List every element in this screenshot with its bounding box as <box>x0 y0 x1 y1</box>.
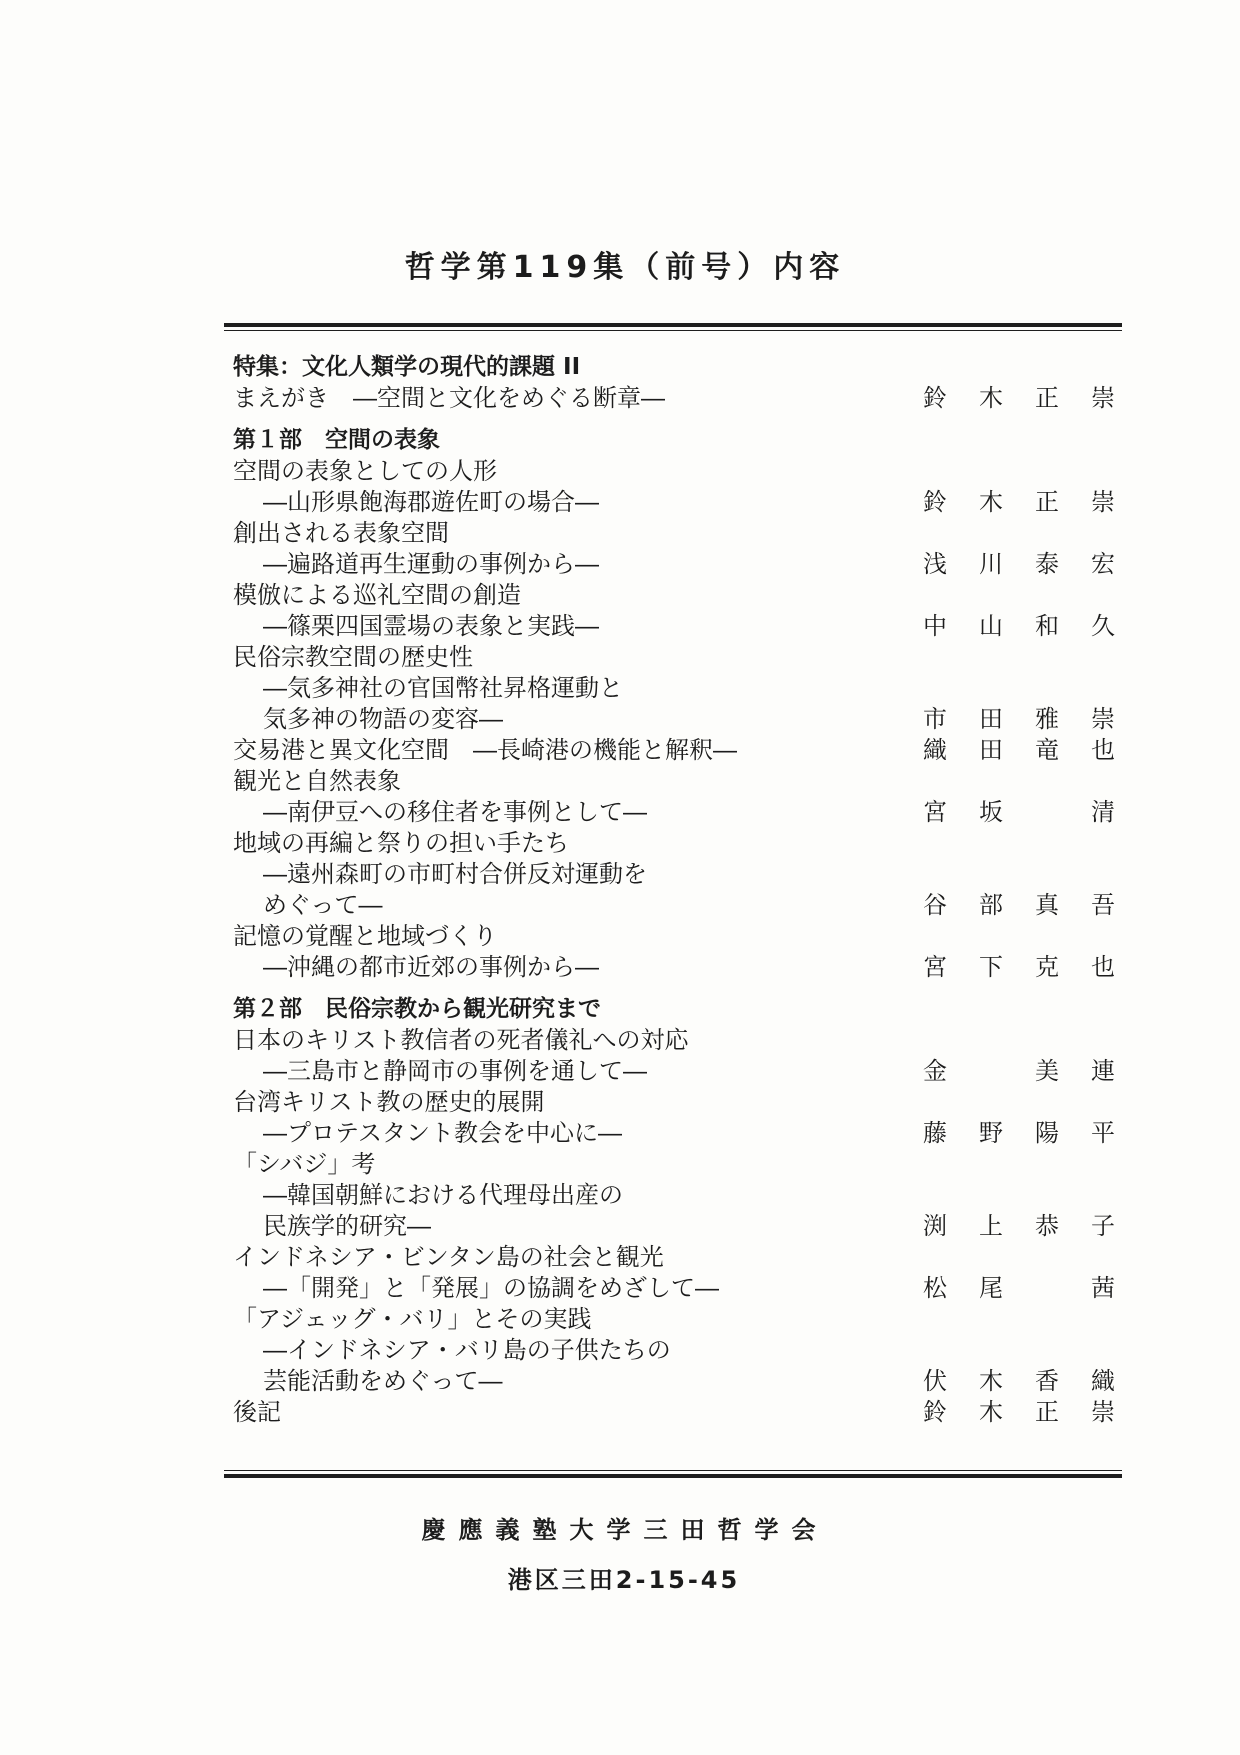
toc-entry-author: 浅川泰宏 <box>923 550 1147 578</box>
toc-entry-author: 市田雅崇 <box>923 705 1147 733</box>
toc-entry <box>233 549 1147 580</box>
toc-entry <box>233 921 1115 952</box>
toc-entry-title: まえがき ―空間と文化をめぐる断章― <box>233 384 665 412</box>
section-heading <box>233 425 1115 456</box>
toc-entry <box>233 673 1115 704</box>
toc-entry <box>233 1242 1115 1273</box>
toc-entry-title: 地域の再編と祭りの担い手たち <box>233 829 569 857</box>
toc-entry-title: 模倣による巡礼空間の創造 <box>233 581 521 609</box>
toc-entry-author: 宮下克也 <box>923 953 1147 981</box>
toc-entry-title: 日本のキリスト教信者の死者儀礼への対応 <box>233 1026 689 1054</box>
toc-entry-author: 渕上恭子 <box>923 1212 1147 1240</box>
toc-entry-title: 観光と自然表象 <box>233 767 401 795</box>
toc-entry <box>233 456 1115 487</box>
toc-entry-title: 後記 <box>233 1398 281 1426</box>
toc-entry <box>233 1273 1147 1304</box>
section-heading <box>233 352 1115 383</box>
toc-entry <box>233 1087 1115 1118</box>
toc-entry <box>233 1397 1147 1428</box>
toc-entry-author: 中山和久 <box>923 612 1147 640</box>
toc-entry-title: 台湾キリスト教の歴史的展開 <box>233 1088 545 1116</box>
toc-entry <box>233 1366 1147 1397</box>
toc-entry-author: 宮坂 清 <box>923 798 1147 826</box>
toc-entry <box>233 1335 1115 1366</box>
toc-entry <box>233 580 1115 611</box>
section-heading <box>233 994 1115 1025</box>
toc-entry-title: 記憶の覚醒と地域づくり <box>233 922 497 950</box>
toc-entry-title: 第１部 空間の表象 <box>233 427 440 453</box>
toc-entry-title: ―「開発」と「発展」の協調をめざして― <box>263 1274 719 1302</box>
toc-entry-title: ―沖縄の都市近郊の事例から― <box>263 953 599 981</box>
toc-entry-title: インドネシア・ビンタン島の社会と観光 <box>233 1243 664 1271</box>
publisher-name: 慶應義塾大学三田哲学会 <box>421 1516 829 1544</box>
toc-entry <box>233 890 1147 921</box>
toc-entry-author: 鈴木正崇 <box>923 1398 1147 1426</box>
toc-entry-title: ―遠州森町の市町村合併反対運動を <box>263 860 647 888</box>
toc-entry <box>233 859 1115 890</box>
toc-entry <box>233 797 1147 828</box>
toc-entry-title: 民族学的研究― <box>263 1212 431 1240</box>
toc-entry-title: ―山形県飽海郡遊佐町の場合― <box>263 488 599 516</box>
toc-entry <box>233 383 1147 414</box>
toc-entry <box>233 1211 1147 1242</box>
table-of-contents <box>233 352 1147 1428</box>
toc-entry <box>233 952 1147 983</box>
toc-entry <box>233 735 1147 766</box>
toc-entry <box>233 1149 1115 1180</box>
toc-entry-author: 松尾 茜 <box>923 1274 1147 1302</box>
toc-entry-title: ―三島市と静岡市の事例を通して― <box>263 1057 647 1085</box>
toc-entry-title: ―遍路道再生運動の事例から― <box>263 550 599 578</box>
toc-entry <box>233 1118 1147 1149</box>
toc-entry <box>233 766 1115 797</box>
page-title: 哲学第119集（前号）内容 <box>404 250 846 285</box>
toc-entry-title: ―プロテスタント教会を中心に― <box>263 1119 623 1147</box>
toc-entry-author: 鈴木正崇 <box>923 488 1147 516</box>
toc-entry <box>233 487 1147 518</box>
toc-entry-title: 交易港と異文化空間 ―長崎港の機能と解釈― <box>233 736 737 764</box>
toc-entry-author: 鈴木正崇 <box>923 384 1147 412</box>
toc-entry-author: 藤野陽平 <box>923 1119 1147 1147</box>
toc-entry-title: 民俗宗教空間の歴史性 <box>233 643 473 671</box>
toc-entry-title: 創出される表象空間 <box>233 519 449 547</box>
toc-entry <box>233 1180 1115 1211</box>
toc-entry-title: 芸能活動をめぐって― <box>263 1367 503 1395</box>
top-divider <box>224 323 1122 331</box>
toc-entry-title: ―インドネシア・バリ島の子供たちの <box>263 1336 671 1364</box>
toc-entry-title: ―南伊豆への移住者を事例として― <box>263 798 647 826</box>
toc-entry-title: めぐって― <box>263 891 383 919</box>
toc-entry-title: 「シバジ」考 <box>233 1150 376 1178</box>
toc-entry-author: 金 美連 <box>923 1057 1147 1085</box>
toc-entry <box>233 518 1115 549</box>
toc-entry-title: 第２部 民俗宗教から観光研究まで <box>233 996 601 1022</box>
toc-entry-title: 「アジェッグ・バリ」とその実践 <box>233 1305 592 1333</box>
toc-entry-title: 特集：文化人類学の現代的課題 II <box>233 354 581 380</box>
bottom-divider <box>224 1470 1122 1478</box>
toc-entry <box>233 1025 1115 1056</box>
publisher-address: 港区三田2-15-45 <box>507 1566 741 1594</box>
toc-entry-title: ―篠栗四国霊場の表象と実践― <box>263 612 599 640</box>
toc-entry <box>233 1056 1147 1087</box>
toc-entry <box>233 642 1115 673</box>
toc-entry-title: ―気多神社の官国幣社昇格運動と <box>263 674 623 702</box>
toc-entry-author: 織田竜也 <box>923 736 1147 764</box>
toc-entry-title: 空間の表象としての人形 <box>233 457 497 485</box>
toc-entry-author: 谷部真吾 <box>923 891 1147 919</box>
toc-entry <box>233 704 1147 735</box>
toc-entry <box>233 828 1115 859</box>
toc-entry <box>233 1304 1115 1335</box>
toc-entry-title: ―韓国朝鮮における代理母出産の <box>263 1181 623 1209</box>
toc-entry-title: 気多神の物語の変容― <box>263 705 503 733</box>
toc-entry <box>233 611 1147 642</box>
toc-entry-author: 伏木香織 <box>923 1367 1147 1395</box>
